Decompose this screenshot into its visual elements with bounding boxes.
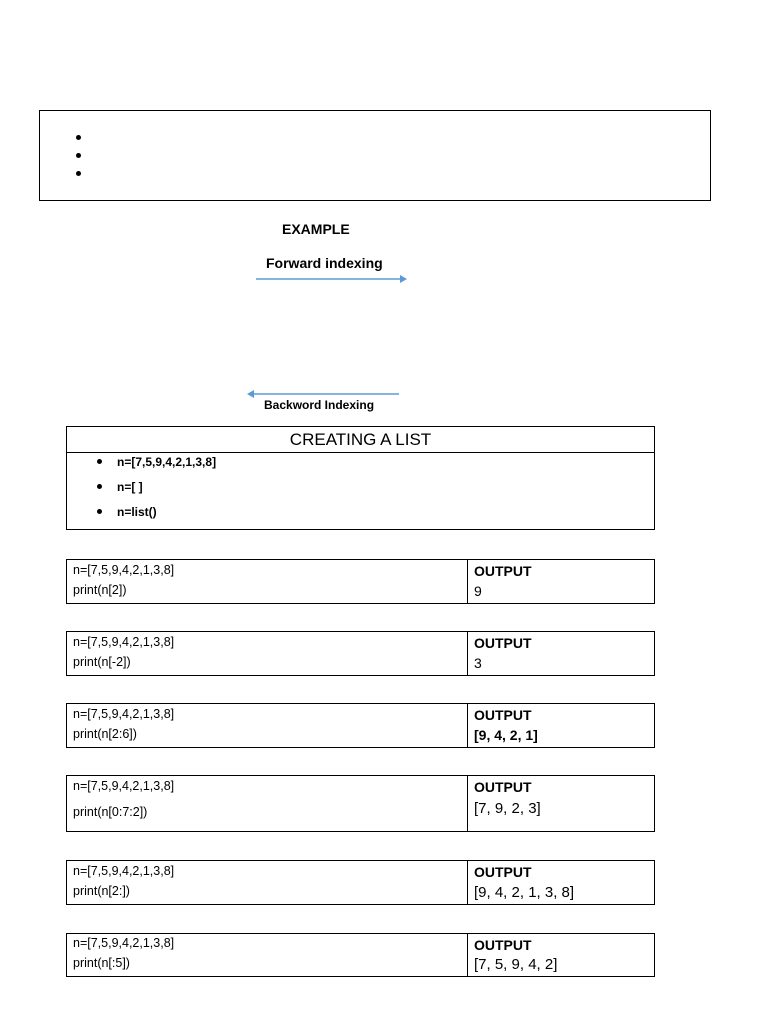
code-line: n=[7,5,9,4,2,1,3,8]: [73, 864, 175, 878]
example-table-2: [66, 631, 655, 676]
code-line: n=[7,5,9,4,2,1,3,8]: [73, 779, 175, 793]
example-table-5: [66, 860, 655, 905]
example-heading: EXAMPLE: [282, 221, 350, 237]
code-line: n=[7,5,9,4,2,1,3,8]: [73, 563, 175, 577]
creating-list-title: CREATING A LIST: [67, 427, 654, 453]
forward-arrow-icon: [256, 272, 408, 284]
code-line: print(n[2:6]): [73, 727, 137, 741]
empty-bullet-box: [39, 110, 711, 201]
bullet-icon: [97, 509, 102, 514]
example-table-6: [66, 933, 655, 977]
backward-indexing-label: Backword Indexing: [264, 398, 375, 412]
bullet-icon: [97, 459, 102, 464]
output-value: [9, 4, 2, 1]: [474, 727, 538, 743]
output-label: OUTPUT: [474, 635, 532, 651]
forward-indexing-label: Forward indexing: [266, 255, 383, 271]
example-table-1: [66, 559, 655, 604]
output-value: 9: [474, 583, 482, 599]
output-label: OUTPUT: [474, 707, 532, 723]
output-value: [7, 9, 2, 3]: [474, 800, 541, 817]
example-table-4: [66, 775, 655, 832]
code-line: print(n[-2]): [73, 655, 131, 669]
output-label: OUTPUT: [474, 563, 532, 579]
code-line: n=[7,5,9,4,2,1,3,8]: [73, 635, 175, 649]
code-line: n=[7,5,9,4,2,1,3,8]: [73, 707, 175, 721]
list-item: n=[7,5,9,4,2,1,3,8]: [97, 455, 216, 469]
list-item: n=[ ]: [97, 480, 143, 494]
bullet-icon: [97, 484, 102, 489]
code-line: print(n[:5]): [73, 956, 130, 970]
code-line: n=[7,5,9,4,2,1,3,8]: [73, 936, 175, 950]
output-label: OUTPUT: [474, 937, 532, 953]
bullet-icon: [76, 171, 81, 176]
code-line: print(n[2:]): [73, 884, 130, 898]
output-label: OUTPUT: [474, 864, 532, 880]
output-label: OUTPUT: [474, 779, 532, 795]
output-value: [9, 4, 2, 1, 3, 8]: [474, 884, 575, 901]
code-line: print(n[2]): [73, 583, 127, 597]
code-line: print(n[0:7:2]): [73, 805, 148, 819]
bullet-icon: [76, 135, 81, 140]
bullet-icon: [76, 153, 81, 158]
example-table-3: [66, 703, 655, 748]
list-item: n=list(): [97, 505, 157, 519]
output-value: [7, 5, 9, 4, 2]: [474, 956, 558, 973]
creating-list-box: [66, 426, 655, 530]
output-value: 3: [474, 655, 482, 671]
